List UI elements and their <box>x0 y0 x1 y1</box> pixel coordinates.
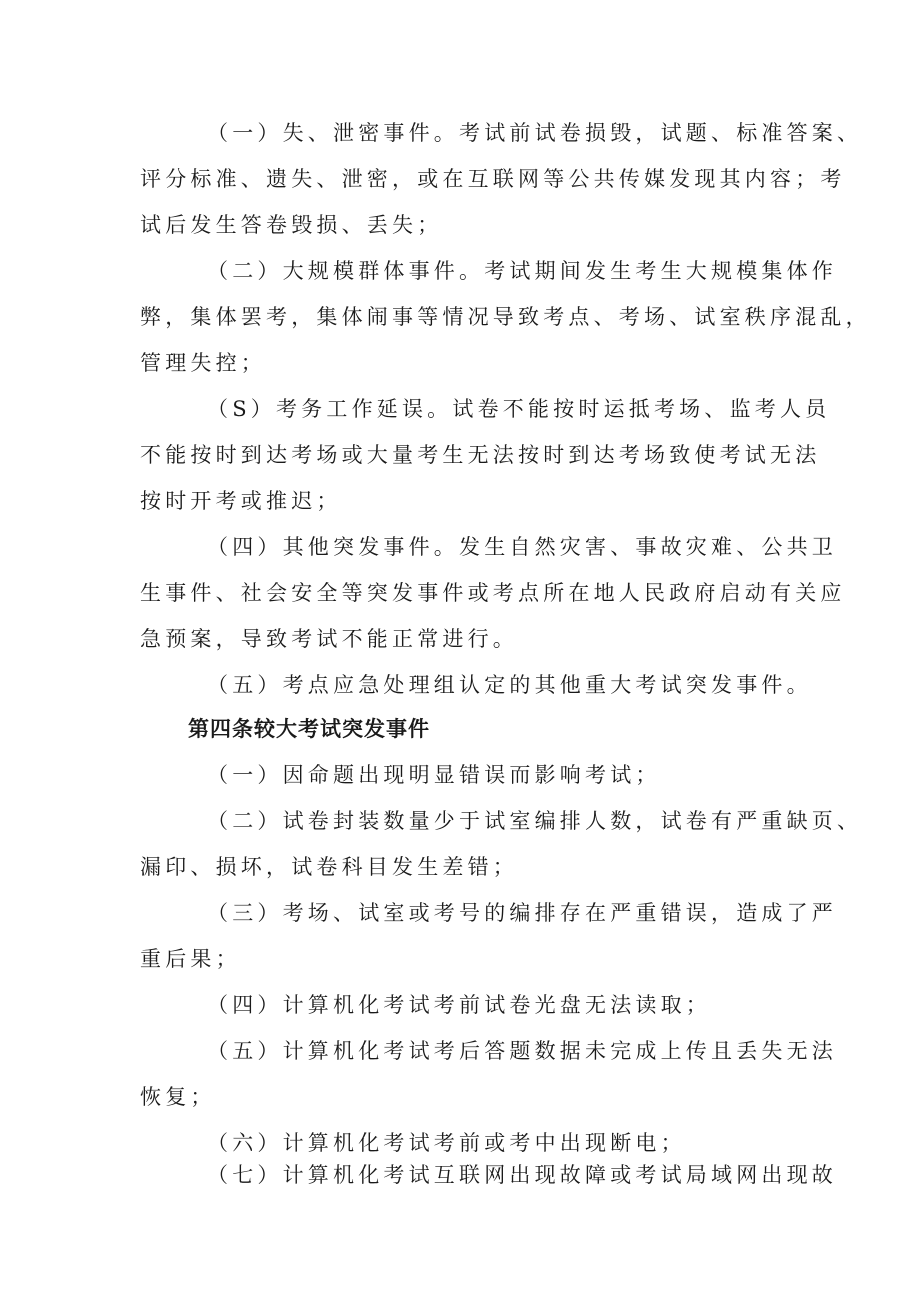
paragraph-line: （四）其他突发事件。发生自然灾害、事故灾难、公共卫 <box>207 535 837 559</box>
paragraph-line: 重后果； <box>140 947 241 971</box>
paragraph-line: （五）计算机化考试考后答题数据未完成上传且丢失无法 <box>207 1039 837 1063</box>
section-heading: 第四条较大考试突发事件 <box>188 717 430 741</box>
paragraph-line: （六）计算机化考试考前或考中出现断电； <box>207 1131 686 1155</box>
paragraph-line: 恢复； <box>140 1085 216 1109</box>
paragraph-line: 生事件、社会安全等突发事件或考点所在地人民政府启动有关应 <box>140 581 846 605</box>
paragraph-line: 不能按时到达考场或大量考生无法按时到达考场致使考试无法 <box>140 443 821 467</box>
paragraph-line: 漏印、损坏，试卷科目发生差错； <box>140 855 518 879</box>
paragraph-line: （五）考点应急处理组认定的其他重大考试突发事件。 <box>207 673 812 697</box>
paragraph-line: （一）因命题出现明显错误而影响考试； <box>207 763 661 787</box>
paragraph-line: （三）考场、试室或考号的编排存在严重错误，造成了严 <box>207 901 837 925</box>
paragraph-line: （四）计算机化考试考前试卷光盘无法读取； <box>207 993 711 1017</box>
paragraph-line: （二）试卷封装数量少于试室编排人数，试卷有严重缺页、 <box>207 809 863 833</box>
paragraph-line: 弊，集体罢考，集体闹事等情况导致考点、考场、试室秩序混乱， <box>140 305 871 329</box>
paragraph-line: 按时开考或推迟； <box>140 489 342 513</box>
paragraph-line: （S）考务工作延误。试卷不能按时运抵考场、监考人员 <box>207 397 831 421</box>
paragraph-line: 急预案，导致考试不能正常进行。 <box>140 627 518 651</box>
paragraph-line: （二）大规模群体事件。考试期间发生考生大规模集体作 <box>207 259 837 283</box>
paragraph-line: （一）失、泄密事件。考试前试卷损毁，试题、标准答案、 <box>207 121 863 145</box>
paragraph-line: 试后发生答卷毁损、丢失； <box>140 213 443 237</box>
paragraph-line: （七）计算机化考试互联网出现故障或考试局域网出现故 <box>207 1163 837 1187</box>
paragraph-line: 评分标准、遗失、泄密，或在互联网等公共传媒发现其内容；考 <box>140 167 846 191</box>
paragraph-line: 管理失控； <box>140 351 266 375</box>
